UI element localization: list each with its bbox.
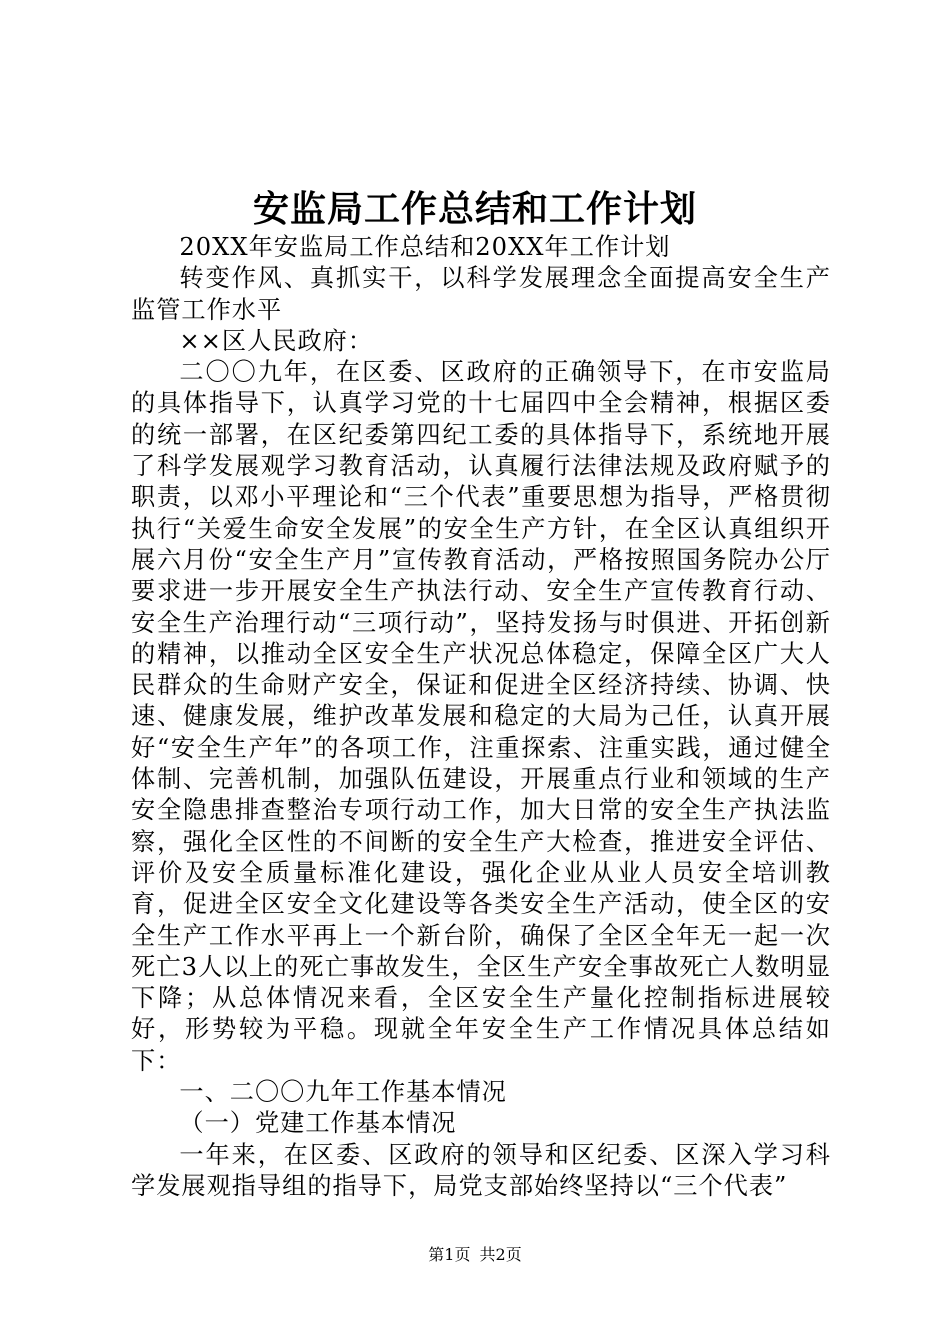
document-title: 安监局工作总结和工作计划 — [252, 188, 697, 230]
page-footer — [0, 1244, 950, 1266]
salutation-paragraph: ××区人民政府： — [179, 326, 374, 355]
theme-paragraph: 转变作风、真抓实干，以科学发展理念全面提高安全生产监管工作水平 — [131, 264, 831, 324]
subsection-heading: （一）党建工作基本情况 — [179, 1109, 457, 1138]
page-total: 共2页 — [479, 1245, 522, 1264]
page-number: 第1页 — [428, 1245, 471, 1264]
document-body — [131, 232, 831, 1202]
subtitle-paragraph: 20XX年安监局工作总结和20XX年工作计划 — [179, 233, 671, 261]
party-work-paragraph: 一年来，在区委、区政府的领导和区纪委、区深入学习科学发展观指导组的指导下，局党支部始终坚持以“三个代表” — [131, 1140, 831, 1200]
summary-paragraph: 二〇〇九年，在区委、区政府的正确领导下，在市安监局的具体指导下，认真学习党的十七届四中全会精神，根据区委的统一部署，在区纪委第四纪工委的具体指导下，系统地开展了科学发展观学习教育活动，认真履行法律法规及政府赋予的职责，以邓小平理论和“三个代表”重要思想为指导，严格贯彻执行“关爱生命安全发展”的安全生产方针，在全区认真组织开展六月份“安全生产月”宣传教育活动，严格按照国务院办公厅要求进一步开展安全生产执法行动、安全生产宣传教育行动、安全生产治理行动“三项行动”，坚持发扬与时俱进、开拓创新的精神，以推动全区安全生产状况总体稳定，保障全区广大人民群众的生命财产安全，保证和促进全区经济持续、协调、快速、健康发展，维护改革发展和稳定的大局为己任，认真开展好“安全生产年”的各项工作，注重探索、注重实践，通过健全体制、完善机制，加强队伍建设，开展重点行业和领域的生产安全隐患排查整治专项行动工作，加大日常的安全生产执法监察，强化全区性的不间断的安全生产大检查，推进安全评估、评价及安全质量标准化建设，强化企业从业人员安全培训教育，促进全区安全文化建设等各类安全生产活动，使全区的安全生产工作水平再上一个新台阶，确保了全区全年无一起一次死亡3人以上的死亡事故发生，全区生产安全事故死亡人数明显下降；从总体情况来看，全区安全生产量化控制指标进展较好，形势较为平稳。现就全年安全生产工作情况具体总结如下： — [131, 358, 831, 1075]
section-heading: 一、二〇〇九年工作基本情况 — [179, 1078, 507, 1107]
